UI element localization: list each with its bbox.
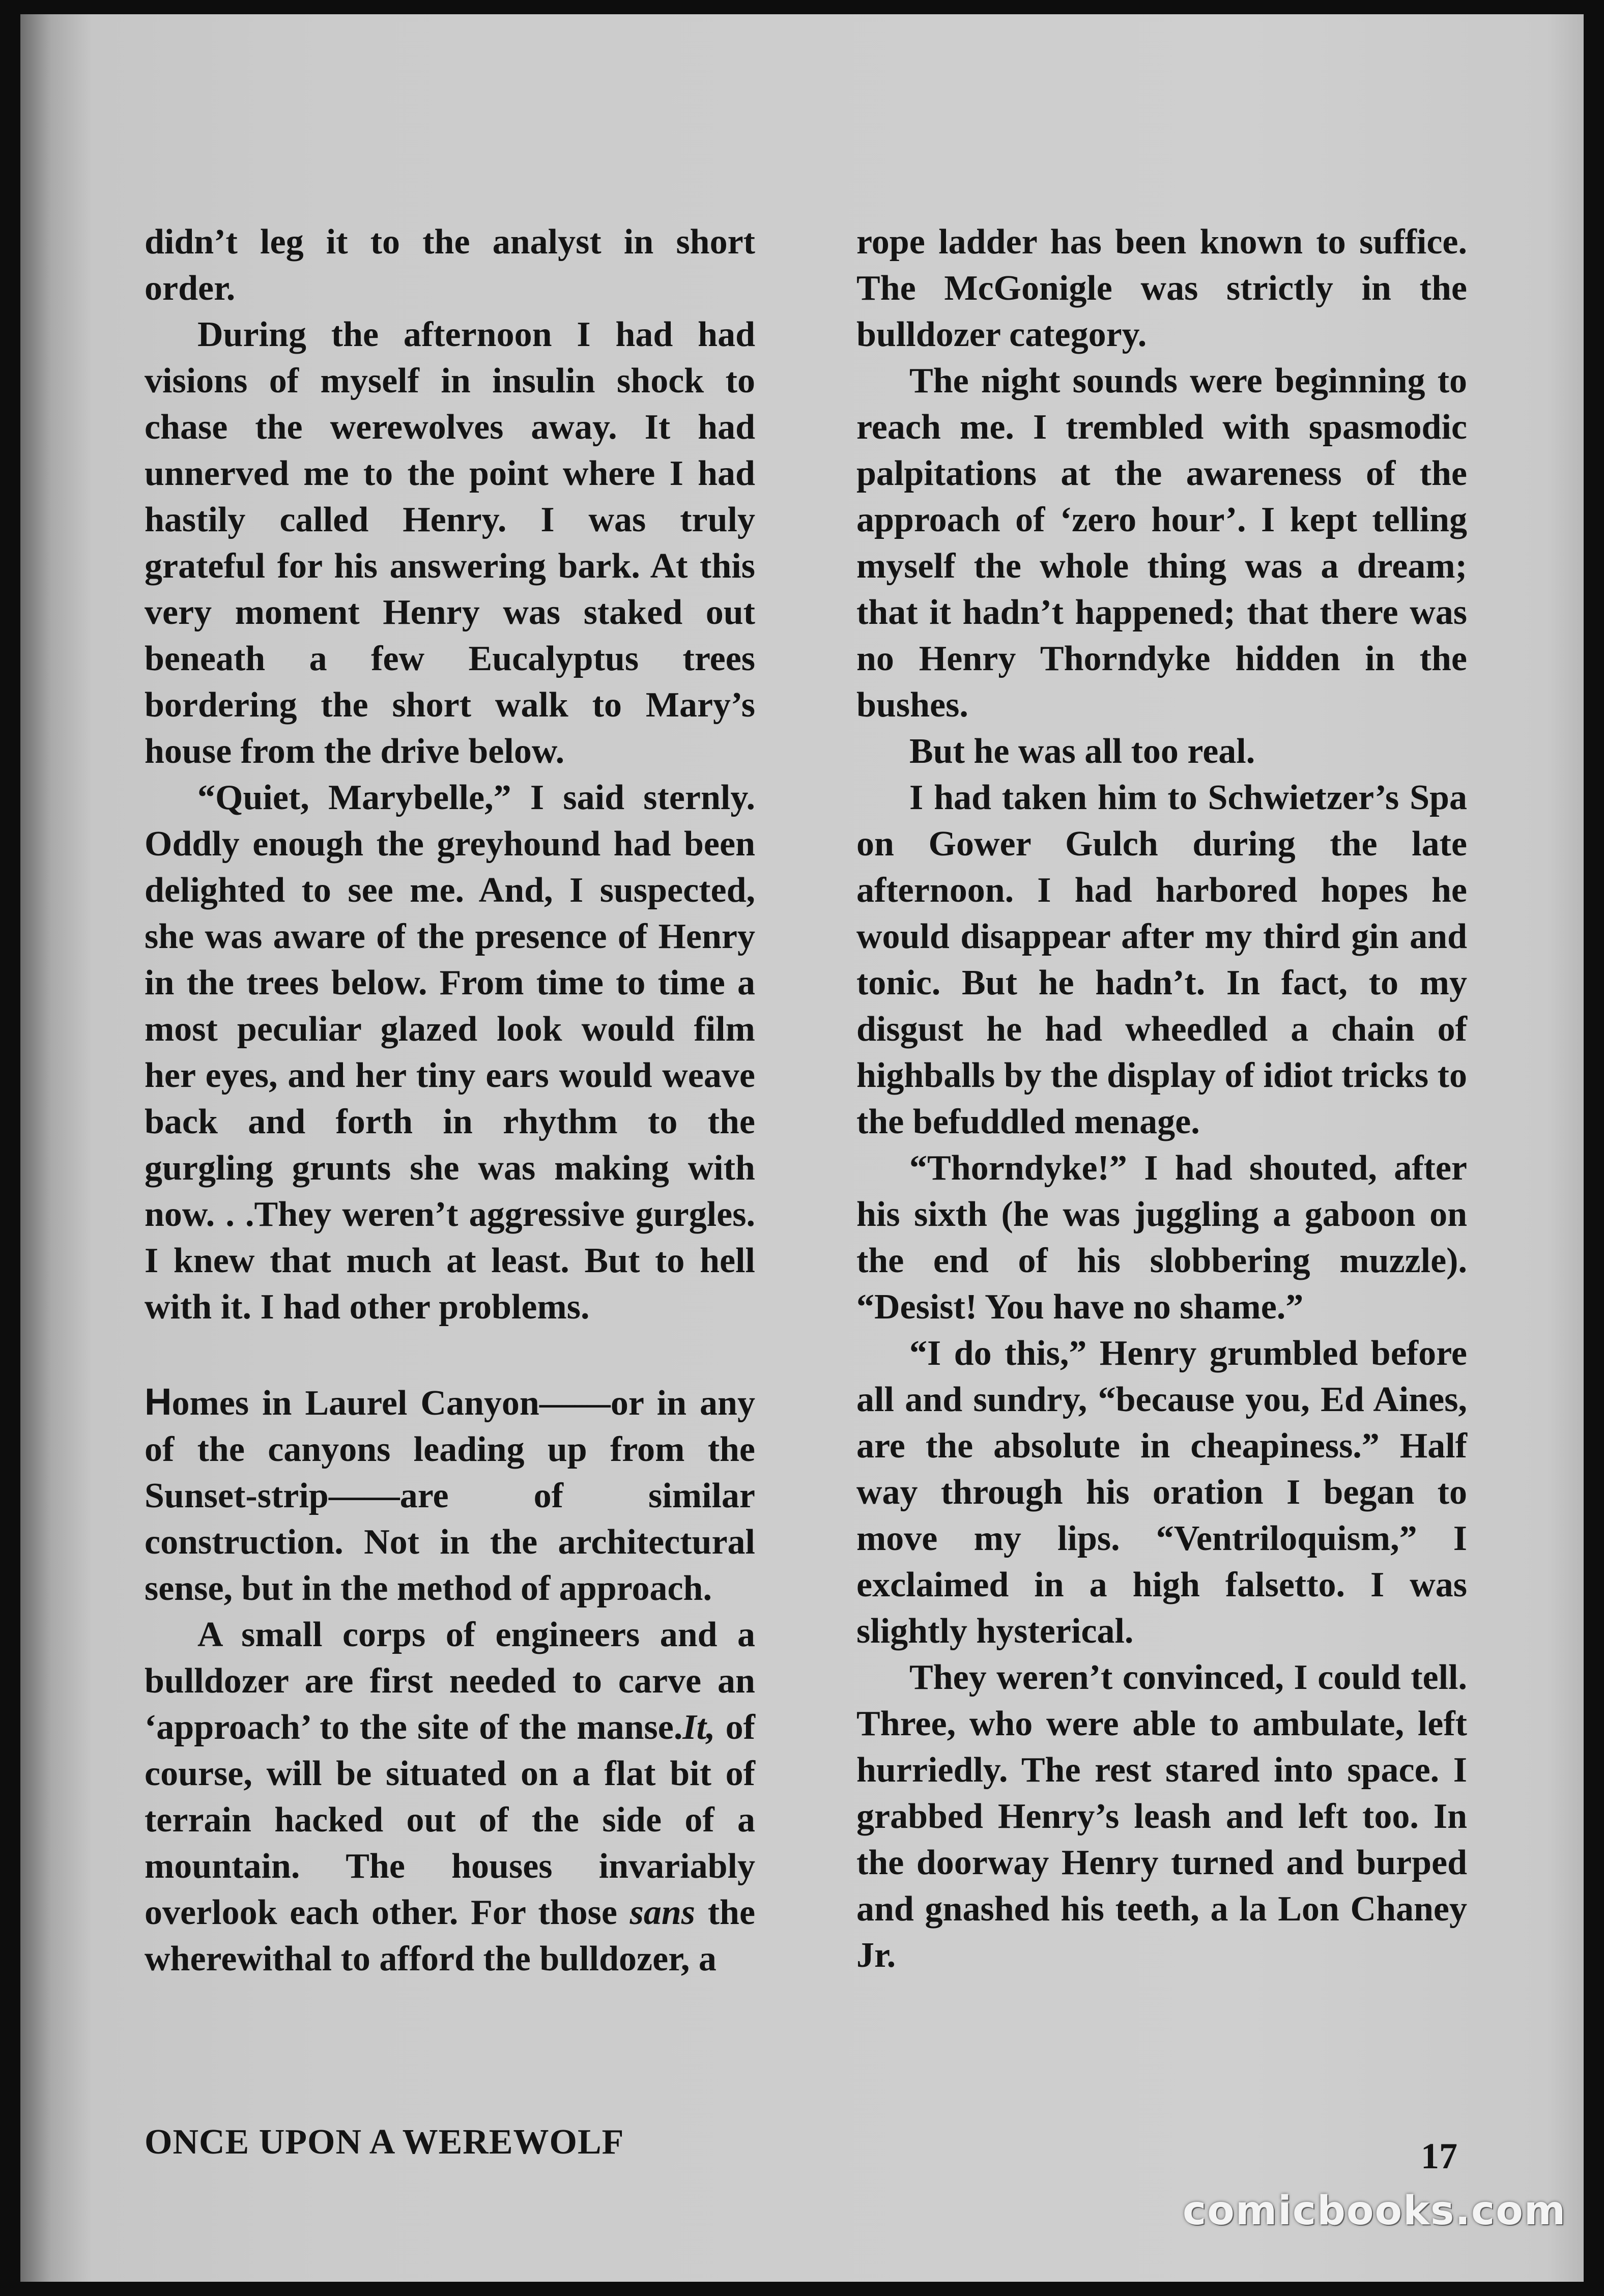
section-opening-paragraph — [145, 1379, 755, 1612]
right-column — [856, 219, 1467, 1978]
paragraph: rope ladder has been known to suffice. The McGonigle was strictly in the bulldozer category. — [856, 222, 1467, 354]
drop-cap: H — [145, 1381, 172, 1423]
paragraph: During the afternoon I had had visions of myself in insulin shock to chase the werewolves away. It had unnerved me to the point where I had hastily called Henry. I was truly grateful for his answering bark. At this very moment Henry was staked out beneath a few Eucalyptus trees bordering the short walk to Mary’s house from the drive below. — [145, 315, 755, 771]
paragraph: “I do this,” Henry grumbled before all and sundry, “because you, Ed Aines, are the absolute in cheapiness.” Half way through his oration I began to move my lips. “Ventriloquism,” I exclaimed in a high falsetto. I was slightly hysterical. — [856, 1334, 1467, 1651]
paragraph: I had taken him to Schwietzer’s Spa on Gower Gulch during the late afternoon. I had harbored hopes he would disappear after my third gin and tonic. But he hadn’t. In fact, to my disgust he had wheedled a chain of highballs by the display of idiot tricks to the befuddled menage. — [856, 778, 1467, 1141]
italic-text: sans — [629, 1893, 696, 1932]
paragraph: “Thorndyke!” I had shouted, after his sixth (he was juggling a gaboon on the end of his slobbering muzzle). “Desist! You have no shame.” — [856, 1149, 1467, 1327]
running-footer-title: ONCE UPON A WEREWOLF — [145, 2122, 624, 2162]
italic-text: It, — [682, 1708, 715, 1747]
paragraph: They weren’t convinced, I could tell. Three, who were able to ambulate, left hurriedly. The rest stared into space. I grabbed Henry’s leash and left too. In the doorway Henry turned and burped and gnashed his teeth, a la Lon Chaney Jr. — [856, 1658, 1467, 1975]
paragraph: The night sounds were beginning to reach me. I trembled with spasmodic palpitations at the awareness of the approach of ‘zero hour’. I kept telling myself the whole thing was a dream; that it hadn’t happened; that there was no Henry Thorndyke hidden in the bushes. — [856, 361, 1467, 725]
paragraph-text: A small corps of engineers and a bulldozer are first needed to carve an ‘approach’ to the site of the manse. — [145, 1615, 755, 1747]
paragraph: “Quiet, Marybelle,” I said sternly. Oddly enough the greyhound had been delighted to see me. And, I suspected, she was aware of the presence of Henry in the trees below. From time to time a most peculiar glazed look would film her eyes, and her tiny ears would weave back and forth in rhythm to the gurgling grunts she was making with now. . .They weren’t aggressive gurgles. I knew that much at least. But to hell with it. I had other problems. — [145, 778, 755, 1327]
left-column — [145, 219, 755, 1982]
paragraph-text: of course, will be situated on a flat bit of terrain hacked out of the side of a mountain. The houses invariably overlook each other. For those — [145, 1708, 755, 1932]
paragraph: But he was all too real. — [909, 732, 1255, 771]
book-page — [20, 14, 1584, 2282]
paragraph-text: the wherewithal to afford the bulldozer, a — [145, 1893, 756, 1978]
page-number: 17 — [1421, 2136, 1457, 2176]
watermark: comicbooks.com — [1183, 2188, 1567, 2234]
paragraph: didn’t leg it to the analyst in short order. — [145, 222, 755, 308]
paragraph — [145, 1612, 755, 1982]
paragraph-text: omes in Laurel Canyon——or in any of the canyons leading up from the Sunset-strip——are of similar construction. Not in the architectural sense, but in the method of approach. — [145, 1384, 755, 1608]
